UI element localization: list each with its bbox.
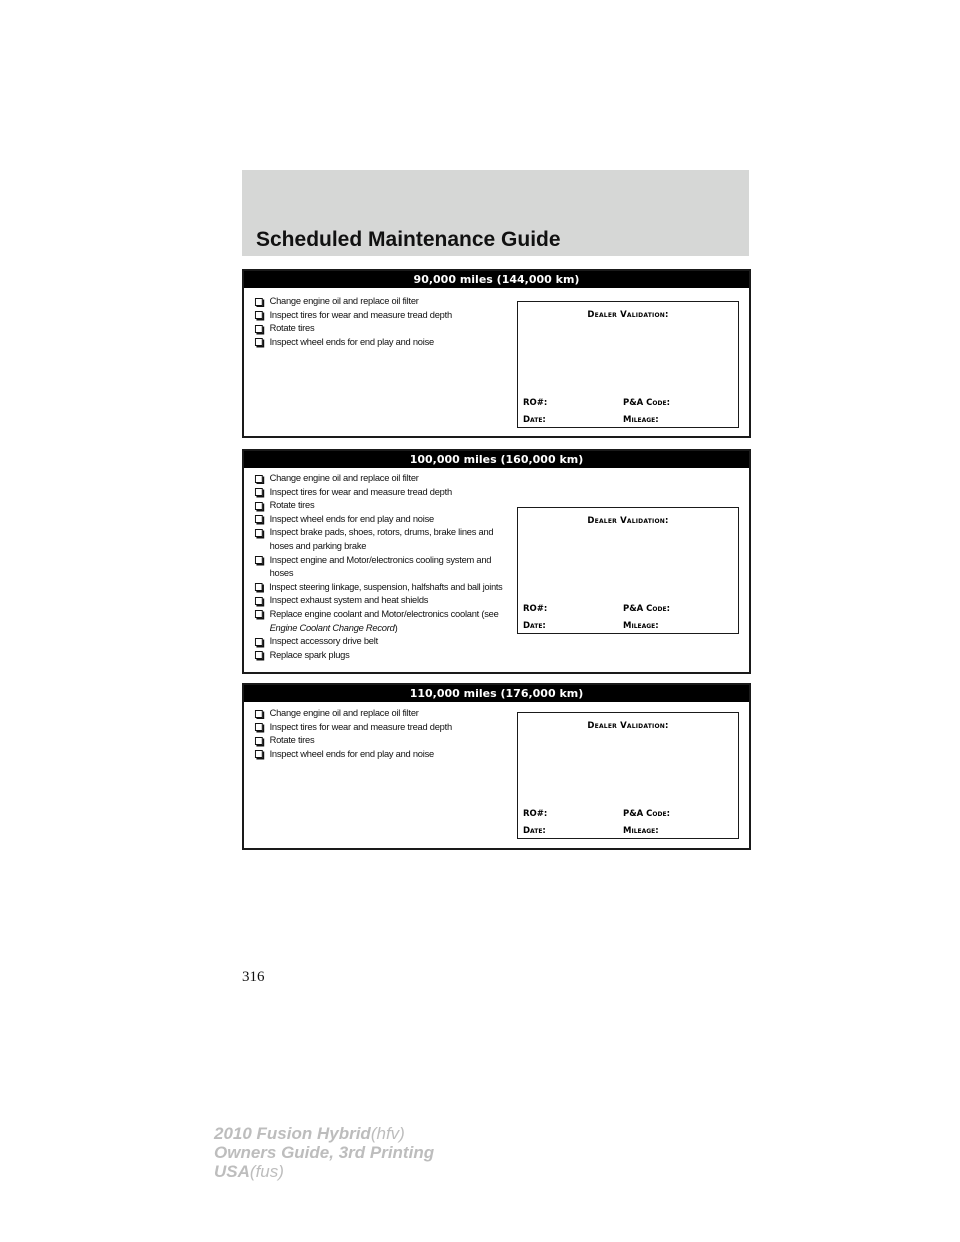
pa-code-label: P&A Code: xyxy=(623,604,670,614)
ro-number-label: RO#: xyxy=(523,809,548,819)
section-heading: 110,000 miles (176,000 km) xyxy=(244,685,749,702)
task-item[interactable]: Rotate tires xyxy=(254,499,502,513)
mileage-label: Mileage: xyxy=(623,826,659,836)
checkbox-icon[interactable] xyxy=(255,556,263,564)
page-title: Scheduled Maintenance Guide xyxy=(256,228,561,251)
checkbox-icon[interactable] xyxy=(255,723,263,731)
checkbox-icon[interactable] xyxy=(255,651,263,659)
task-item[interactable]: Replace spark plugs xyxy=(254,649,502,663)
date-label: Date: xyxy=(523,621,546,631)
checkbox-icon[interactable] xyxy=(255,338,263,346)
section-heading: 90,000 miles (144,000 km) xyxy=(244,271,749,288)
maintenance-section-100000 xyxy=(242,449,751,674)
checkbox-icon[interactable] xyxy=(255,737,263,745)
print-footer xyxy=(214,1124,434,1181)
footer-line-region: USA(fus) xyxy=(214,1162,284,1181)
task-item[interactable]: Inspect exhaust system and heat shields xyxy=(254,594,502,608)
ro-number-label: RO#: xyxy=(523,398,548,408)
task-item-continued: hoses and parking brake xyxy=(269,540,367,552)
ro-number-label: RO#: xyxy=(523,604,548,614)
dealer-validation-title: Dealer Validation: xyxy=(587,310,669,320)
task-item[interactable]: Inspect wheel ends for end play and noise xyxy=(254,336,502,350)
dealer-validation-title: Dealer Validation: xyxy=(587,516,669,526)
coolant-record-reference[interactable]: Engine Coolant Change Record xyxy=(269,622,395,634)
checkbox-icon[interactable] xyxy=(255,583,263,591)
dealer-validation-box xyxy=(517,507,739,634)
task-item-continued: hoses xyxy=(269,568,294,580)
mileage-label: Mileage: xyxy=(623,621,659,631)
date-label: Date: xyxy=(523,826,546,836)
task-item[interactable]: Rotate tires xyxy=(254,734,502,748)
mileage-label: Mileage: xyxy=(623,415,659,425)
task-item[interactable]: Inspect brake pads, shoes, rotors, drums, brake lines and xyxy=(254,526,502,540)
checkbox-icon[interactable] xyxy=(255,529,263,537)
page-number: 316 xyxy=(242,969,265,985)
task-item[interactable]: Inspect steering linkage, suspension, halfshafts and ball joints xyxy=(254,581,495,595)
checkbox-icon[interactable] xyxy=(255,311,263,319)
task-item[interactable]: Change engine oil and replace oil filter xyxy=(254,472,502,486)
section-heading: 100,000 miles (160,000 km) xyxy=(244,451,749,468)
checkbox-icon[interactable] xyxy=(255,475,263,483)
maintenance-section-110000 xyxy=(242,683,751,850)
task-item[interactable]: Inspect engine and Motor/electronics cooling system and xyxy=(254,554,502,568)
checkbox-icon[interactable] xyxy=(255,325,263,333)
task-list xyxy=(254,295,509,349)
task-list xyxy=(254,472,509,662)
checkbox-icon[interactable] xyxy=(255,610,263,618)
task-item[interactable]: Rotate tires xyxy=(254,322,502,336)
task-item[interactable]: Inspect wheel ends for end play and noise xyxy=(254,513,502,527)
checkbox-icon[interactable] xyxy=(255,298,263,306)
task-item[interactable]: Inspect tires for wear and measure tread depth xyxy=(254,486,502,500)
task-item[interactable]: Inspect accessory drive belt xyxy=(254,635,502,649)
dealer-validation-title: Dealer Validation: xyxy=(587,721,669,731)
task-list xyxy=(254,707,509,761)
pa-code-label: P&A Code: xyxy=(623,398,670,408)
pa-code-label: P&A Code: xyxy=(623,809,670,819)
task-item[interactable]: Inspect wheel ends for end play and noise xyxy=(254,748,502,762)
checkbox-icon[interactable] xyxy=(255,750,263,758)
maintenance-section-90000 xyxy=(242,269,751,438)
checkbox-icon[interactable] xyxy=(255,502,263,510)
task-item[interactable]: Inspect tires for wear and measure tread depth xyxy=(254,309,502,323)
dealer-validation-box xyxy=(517,301,739,428)
task-item[interactable]: Change engine oil and replace oil filter xyxy=(254,707,502,721)
checkbox-icon[interactable] xyxy=(255,597,263,605)
task-item[interactable]: Replace engine coolant and Motor/electronics coolant (see xyxy=(254,608,502,622)
checkbox-icon[interactable] xyxy=(255,488,263,496)
task-item[interactable]: Change engine oil and replace oil filter xyxy=(254,295,502,309)
task-item[interactable]: Inspect tires for wear and measure tread depth xyxy=(254,721,502,735)
checkbox-icon[interactable] xyxy=(255,638,263,646)
footer-line-guide: Owners Guide, 3rd Printing xyxy=(214,1143,435,1162)
checkbox-icon[interactable] xyxy=(255,515,263,523)
dealer-validation-box xyxy=(517,712,739,839)
footer-line-model: 2010 Fusion Hybrid(hfv) xyxy=(214,1124,405,1143)
date-label: Date: xyxy=(523,415,546,425)
checkbox-icon[interactable] xyxy=(255,710,263,718)
task-item-continued: Engine Coolant Change Record) xyxy=(269,622,398,634)
